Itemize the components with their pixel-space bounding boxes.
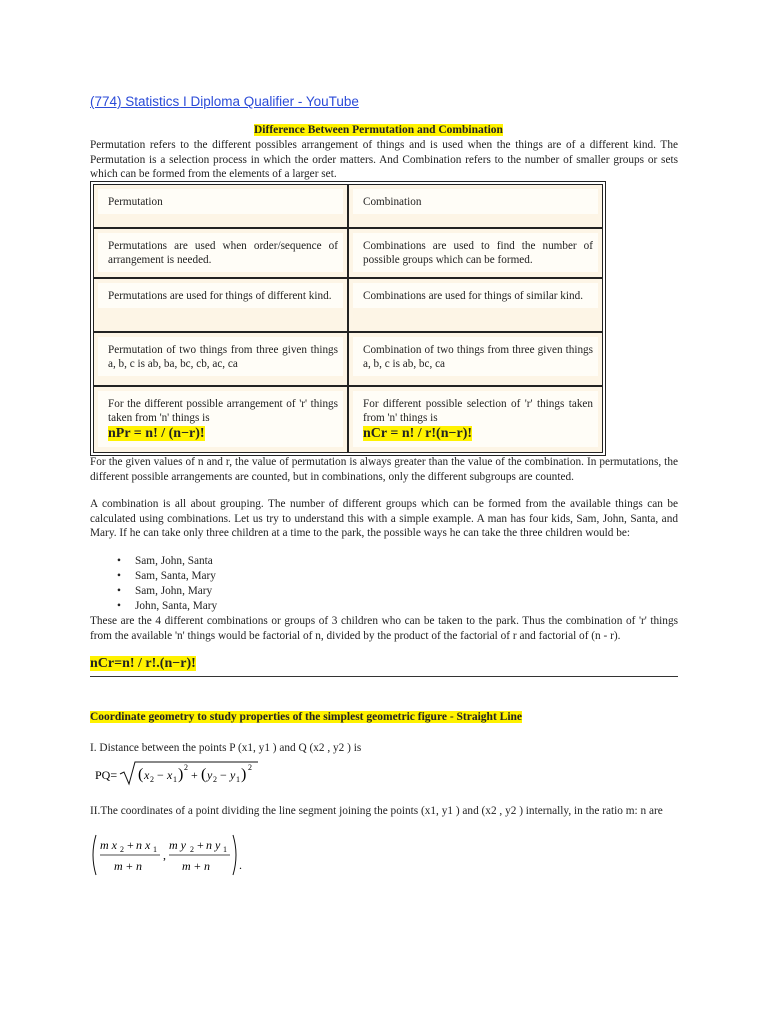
table-row — [93, 332, 603, 386]
paragraph-comparison: For the given values of n and r, the value of permutation is always greater than the value of the combination. In permutations, the different possible arrangements are counted, but in combinations, only the different subgroups are counted. — [90, 456, 678, 483]
list-item: • Sam, Santa, Mary — [90, 569, 217, 584]
comparison-table — [90, 181, 606, 456]
distance-statement: I. Distance between the points P (x1, y1 ) and Q (x2 , y2 ) is — [90, 742, 362, 754]
table-cell — [93, 228, 348, 278]
svg-text:x: x — [167, 768, 173, 782]
table-cell — [348, 278, 603, 332]
cell-text: Permutation — [98, 189, 343, 214]
svg-text:y: y — [230, 768, 236, 782]
table-row — [93, 228, 603, 278]
cell-text: Permutations are used for things of different kind. — [98, 283, 343, 308]
svg-text:1: 1 — [236, 775, 240, 784]
svg-text:n x: n x — [136, 838, 151, 852]
svg-text:+: + — [194, 859, 201, 873]
cell-text: Combinations are used for things of similar kind. — [353, 283, 598, 308]
svg-text:2: 2 — [184, 763, 188, 772]
svg-text:m x: m x — [100, 838, 117, 852]
cell-text: Combinations are used to find the number of possible groups which can be formed. — [353, 233, 598, 272]
svg-text:−: − — [220, 768, 227, 782]
svg-text:n: n — [204, 859, 210, 873]
cell-text-label: For the different possible arrangement of 'r' things taken from 'n' things is — [108, 398, 338, 424]
table-cell — [348, 184, 603, 228]
table-cell — [93, 184, 348, 228]
svg-text:x: x — [144, 768, 150, 782]
table-row — [93, 184, 603, 228]
list-item: • Sam, John, Mary — [90, 584, 217, 599]
divider — [90, 676, 678, 677]
list-item: • Sam, John, Santa — [90, 554, 217, 569]
svg-text:,: , — [163, 848, 166, 862]
svg-text:PQ=: PQ= — [95, 768, 118, 782]
ncr-formula: nCr=n! / r!.(n−r)! — [90, 656, 196, 671]
heading-text: Difference Between Permutation and Combination — [254, 124, 503, 136]
paragraph-conclusion: These are the 4 different combinations or groups of 3 children who can be taken to the park. Thus the combination of 'r' things from the available 'n' things would be factorial of n, divided by the product of the factorial of r and factorial of (n - r). — [90, 615, 678, 642]
table-row — [93, 278, 603, 332]
svg-text:−: − — [157, 768, 164, 782]
svg-text:m: m — [182, 859, 191, 873]
svg-text:n y: n y — [206, 838, 221, 852]
section-formula-image — [90, 833, 246, 877]
svg-text:1: 1 — [153, 845, 157, 854]
cell-text: Combination of two things from three given things a, b, c is ab, bc, ca — [353, 337, 598, 376]
table-row — [93, 386, 603, 453]
table-cell — [93, 386, 348, 453]
svg-text:(: ( — [201, 766, 207, 783]
cell-text-label: For different possible selection of 'r' things taken from 'n' things is — [363, 398, 593, 424]
section-point-statement: II.The coordinates of a point dividing the line segment joining the points (x1, y1 ) and (x2 , y2 ) internally, in the ratio m: n are — [90, 805, 663, 817]
paragraph-grouping: A combination is all about grouping. The number of different groups which can be formed from the available things can be calculated using combinations. Let us try to understand this with a simple example. A man has four kids, Sam, John, Santa, and Mary. If he can take only three children at a time to the park, the possible ways he can take the three children would be: — [90, 498, 678, 539]
svg-text:m y: m y — [169, 838, 186, 852]
svg-text:2: 2 — [150, 775, 154, 784]
cell-text — [98, 391, 343, 447]
distance-formula-image — [90, 759, 260, 789]
svg-text:n: n — [136, 859, 142, 873]
svg-text:1: 1 — [173, 775, 177, 784]
permutation-formula: nPr = n! / (n−r)! — [108, 426, 205, 441]
table-cell — [348, 386, 603, 453]
svg-text:(: ( — [138, 766, 144, 783]
svg-text:+: + — [191, 768, 198, 782]
svg-text:2: 2 — [248, 763, 252, 772]
cell-text: Permutation of two things from three given things a, b, c is ab, ba, bc, cb, ac, ca — [98, 337, 343, 376]
svg-text:m: m — [114, 859, 123, 873]
svg-text:2: 2 — [190, 845, 194, 854]
svg-text:y: y — [207, 768, 213, 782]
svg-text:+: + — [127, 838, 134, 852]
svg-text:+: + — [126, 859, 133, 873]
svg-text:.: . — [239, 858, 242, 872]
heading-text: Coordinate geometry to study properties of the simplest geometric figure - Straight Line — [90, 711, 523, 723]
svg-text:2: 2 — [120, 845, 124, 854]
cell-text — [353, 391, 598, 447]
youtube-link[interactable]: (774) Statistics I Diploma Qualifier - YouTube — [90, 94, 359, 109]
svg-text:2: 2 — [213, 775, 217, 784]
table-cell — [93, 332, 348, 386]
svg-text:+: + — [197, 838, 204, 852]
kids-list — [90, 554, 217, 614]
svg-text:): ) — [241, 766, 247, 783]
svg-text:1: 1 — [223, 845, 227, 854]
cell-text: Permutations are used when order/sequence of arrangement is needed. — [98, 233, 343, 272]
svg-text:): ) — [178, 766, 184, 783]
section-heading-permutation-combination — [254, 124, 503, 136]
cell-text: Combination — [353, 189, 598, 214]
table-cell — [93, 278, 348, 332]
combination-formula: nCr = n! / r!(n−r)! — [363, 426, 473, 441]
intro-paragraph: Permutation refers to the different possibles arrangement of things and is used when the things are of a different kind. The Permutation is a selection process in which the order matters. And Combination refers to the number of smaller groups or sets which can be formed from the elements of a larger set. — [90, 139, 678, 180]
table-cell — [348, 332, 603, 386]
table-cell — [348, 228, 603, 278]
section-heading-coordinate-geometry — [90, 711, 522, 723]
list-item: • John, Santa, Mary — [90, 599, 217, 614]
